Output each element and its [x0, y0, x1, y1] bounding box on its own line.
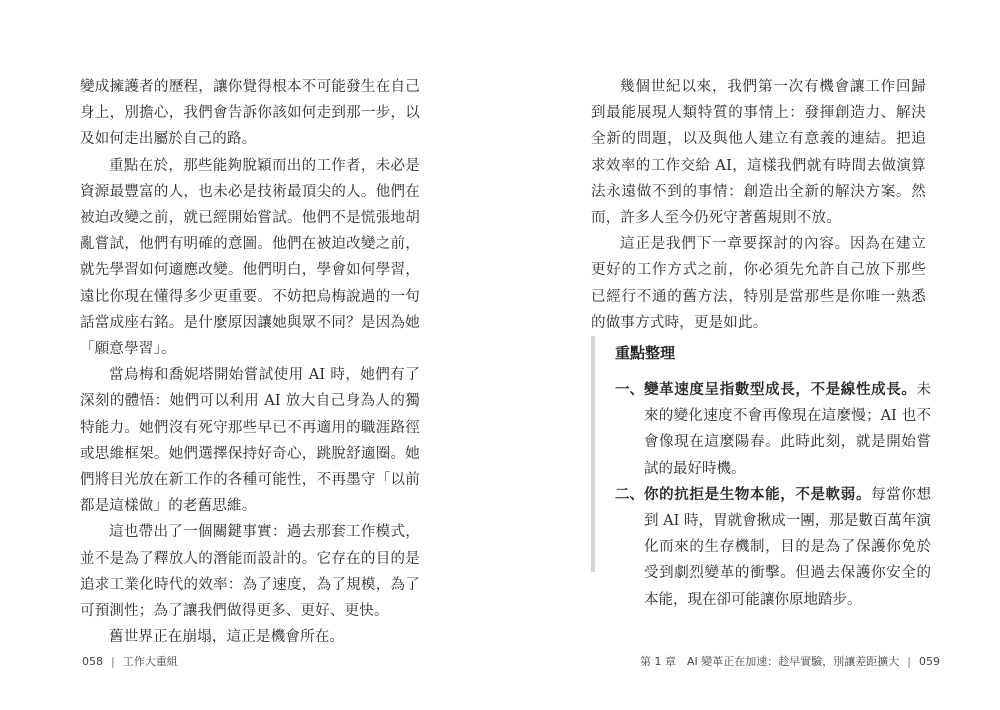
- page-number: 058: [82, 654, 103, 668]
- key-point-item: [615, 482, 931, 613]
- paragraph: 幾個世紀以來，我們第一次有機會讓工作回歸到最能展現人類特質的事情上：發揮創造力、解決全新的問題，以及與他人建立有意義的連結。把追求效率的工作交給 AI，這樣我們就有時間去做演算法永遠做不到的事情：創造出全新的解決方案。然而，許多人至今仍死守著舊規則不放。: [591, 79, 926, 227]
- paragraph: 這正是我們下一章要探討的內容。因為在建立更好的工作方式之前，你必須先允許自己放下那些已經行不通的舊方法，特別是當那些是你唯一熟悉的做事方式時，更是如此。: [591, 236, 926, 331]
- key-point-lead: 變革速度呈指數型成長，不是線性成長。: [644, 382, 917, 398]
- paragraph: 重點在於，那些能夠脫穎而出的工作者，未必是資源最豐富的人，也未必是技術最頂尖的人。他們在被迫改變之前，就已經開始嘗試。他們不是慌張地胡亂嘗試，他們有明確的意圖。他們在被迫改變之前，就先學習如何適應改變。他們明白，學會如何學習，遠比你現在懂得多少更重要。不妨把烏梅說過的一句話當成座右銘。是什麼原因讓她與眾不同？是因為她「願意學習」。: [80, 157, 420, 358]
- key-point-text: 每當你想到 AI 時，胃就會揪成一團，那是數百萬年演化而來的生存機制，目的是為了保護你免於受到劇烈變革的衝擊。但過去保護你安全的本能，現在卻可能讓你原地踏步。: [644, 486, 932, 608]
- paragraph: 舊世界正在崩塌，這正是機會所在。: [109, 629, 345, 646]
- key-points-box: [591, 336, 932, 608]
- right-page-body: [591, 74, 926, 336]
- key-point-lead: 你的抗拒是生物本能，不是軟弱。: [644, 486, 872, 503]
- paragraph: 當烏梅和喬妮塔開始嘗試使用 AI 時，她們有了深刻的體悟：她們可以利用 AI 放大自己身為人的獨特能力。她們沒有死守那些早已不再適用的職涯路徑或思維框架。她們選擇保持好奇心，跳脫舒適圈。她們將目光放在新工作的各種可能性，不再墨守「以前都是這樣做」的老舊思維。: [80, 367, 420, 515]
- key-point-body: [644, 482, 931, 613]
- key-point-item: [615, 377, 931, 482]
- paragraph: 變成擁護者的歷程，讓你覺得根本不可能發生在自己身上，別擔心，我們會告訴你該如何走到那一步，以及如何走出屬於自己的路。: [80, 79, 420, 148]
- left-page-body: [80, 74, 420, 650]
- book-title: 工作大重組: [122, 655, 178, 668]
- right-page-footer: [640, 653, 940, 669]
- paragraph: 這也帶出了一個關鍵事實：過去那套工作模式，並不是為了釋放人的潛能而設計的。它存在的目的是追求工業化時代的效率：為了速度，為了規模，為了可預測性；為了讓我們做得更多、更好、更快。: [80, 524, 420, 620]
- left-page-footer: [82, 653, 178, 669]
- chapter-title: 第 1 章 AI 變革正在加速：趁早實驗，別讓差距擴大: [640, 655, 900, 668]
- key-point-text: 未來的變化速度不會再像現在這麼慢；AI 也不會像現在這麼陽春。此時此刻，就是開始嘗試的最好時機。: [644, 382, 931, 477]
- key-point-number: 一、: [615, 382, 644, 398]
- footer-separator: |: [907, 654, 911, 668]
- page-number: 059: [919, 654, 940, 668]
- key-points-title: 重點整理: [615, 344, 676, 362]
- key-point-number: 二、: [615, 486, 644, 503]
- footer-separator: |: [111, 654, 115, 668]
- key-point-body: [644, 377, 931, 482]
